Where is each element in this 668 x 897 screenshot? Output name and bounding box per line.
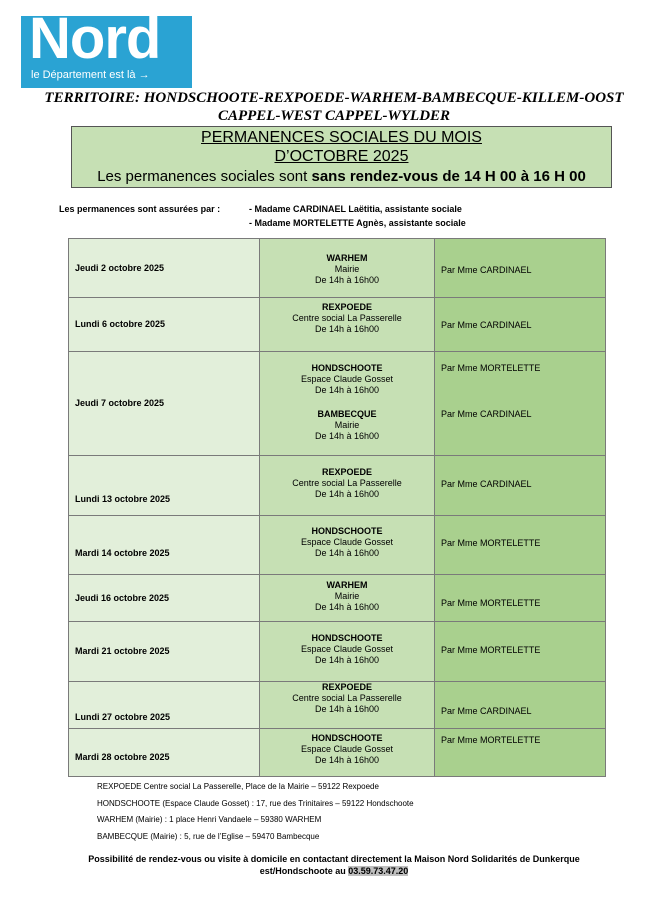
lieu-horaire: De 14h à 16h00	[314, 489, 380, 499]
row-lieu	[260, 516, 435, 575]
par-name: Par Mme MORTELETTE	[441, 598, 541, 608]
table-row	[69, 682, 606, 729]
row-par	[435, 352, 606, 456]
lieu-horaire: De 14h à 16h00	[314, 655, 380, 665]
par-name: Par Mme MORTELETTE	[441, 645, 541, 655]
date-text: Mardi 28 octobre 2025	[75, 752, 170, 762]
assurees-name: MORTELETTE	[293, 218, 355, 228]
table-row	[69, 575, 606, 622]
row-date	[69, 516, 260, 575]
assurees-label: Les permanences sont assurées par :	[59, 204, 221, 214]
lieu-salle: Espace Claude Gosset	[300, 537, 394, 547]
assurees-prefix: - Madame	[249, 204, 294, 214]
row-date: Mardi 21 octobre 2025	[69, 622, 260, 682]
banner-sub-prefix: Les permanences sociales sont	[97, 168, 312, 185]
assurees-prefix: - Madame	[249, 218, 294, 228]
lieu-name: BAMBECQUE	[317, 409, 377, 419]
lieu-name: REXPOEDE	[321, 682, 372, 692]
assurees-suffix: Laëtitia, assistante sociale	[345, 204, 462, 214]
footer-line-1: Possibilité de rendez-vous ou visite à domicile en contactant directement la Maison Nord Solidarités de Dunkerque	[88, 854, 580, 864]
assurees-name: CARDINAEL	[293, 204, 346, 214]
footer-line-2-text: est/Hondschoote au	[259, 866, 349, 876]
row-date	[69, 456, 260, 516]
par-name: Par Mme CARDINAEL	[441, 479, 532, 489]
row-par	[435, 456, 606, 516]
permanences-table	[68, 238, 606, 777]
par-name: Par Mme MORTELETTE	[441, 735, 541, 745]
phone-number: 03.59.73.47.20	[348, 866, 409, 876]
row-par	[435, 622, 606, 682]
lieu-horaire: De 14h à 16h00	[314, 324, 380, 334]
lieu-name: REXPOEDE	[321, 467, 372, 477]
row-lieu	[260, 682, 435, 729]
row-par	[435, 298, 606, 352]
lieu-name: REXPOEDE	[321, 302, 372, 312]
row-lieu	[260, 729, 435, 777]
adresse-warhem: WARHEM (Mairie) : 1 place Henri Vandaele – 59380 WARHEM	[97, 815, 322, 824]
row-par	[435, 516, 606, 575]
banner-subtitle	[72, 169, 611, 184]
lieu-salle: Mairie	[334, 420, 360, 430]
row-date: Jeudi 16 octobre 2025	[69, 575, 260, 622]
lieu-salle: Espace Claude Gosset	[300, 374, 394, 384]
table-row	[69, 729, 606, 777]
row-date: Jeudi 7 octobre 2025	[69, 352, 260, 456]
territoire-line-2: CAPPEL-WEST CAPPEL-WYLDER	[217, 108, 451, 124]
table-row	[69, 298, 606, 352]
lieu-salle: Espace Claude Gosset	[300, 744, 394, 754]
logo-tagline: le Département est là →	[31, 69, 150, 81]
lieu-name: HONDSCHOOTE	[311, 633, 383, 643]
lieu-name: HONDSCHOOTE	[311, 733, 383, 743]
lieu-name: HONDSCHOOTE	[311, 526, 383, 536]
row-par	[435, 729, 606, 777]
par-name: Par Mme CARDINAEL	[441, 409, 532, 419]
lieu-name: WARHEM	[326, 580, 368, 590]
banner-title-1: PERMANENCES SOCIALES DU MOIS	[201, 129, 482, 146]
lieu-horaire: De 14h à 16h00	[314, 431, 380, 441]
table-row	[69, 456, 606, 516]
logo-word: Nord	[29, 6, 161, 71]
row-lieu	[260, 298, 435, 352]
lieu-salle: Centre social La Passerelle	[292, 313, 402, 323]
assurees-suffix: Agnès, assistante sociale	[354, 218, 466, 228]
row-lieu	[260, 239, 435, 298]
row-par	[435, 575, 606, 622]
lieu-name: HONDSCHOOTE	[311, 363, 383, 373]
nord-logo	[21, 6, 192, 88]
row-lieu	[260, 622, 435, 682]
adresse-hondschoote: HONDSCHOOTE (Espace Claude Gosset) : 17, rue des Trinitaires – 59122 Hondschoote	[97, 799, 414, 808]
adresse-rexpoede: REXPOEDE Centre social La Passerelle, Place de la Mairie – 59122 Rexpoede	[97, 782, 379, 791]
territoire-line-1: TERRITOIRE: HONDSCHOOTE-REXPOEDE-WARHEM-BAMBECQUE-KILLEM-OOST	[44, 90, 624, 106]
table-row	[69, 516, 606, 575]
banner-title-2: D’OCTOBRE 2025	[274, 148, 409, 165]
lieu-name: WARHEM	[326, 253, 368, 263]
par-name: Par Mme MORTELETTE	[441, 538, 541, 548]
lieu-horaire: De 14h à 16h00	[314, 385, 380, 395]
lieu-salle: Mairie	[334, 591, 360, 601]
banner-sub-bold: sans rendez-vous de 14 H 00 à 16 H 00	[311, 168, 586, 185]
footer-line-2	[0, 865, 668, 877]
lieu-horaire: De 14h à 16h00	[314, 602, 380, 612]
date-text: Mardi 14 octobre 2025	[75, 548, 170, 558]
par-name: Par Mme CARDINAEL	[441, 265, 532, 275]
row-date: Jeudi 2 octobre 2025	[69, 239, 260, 298]
date-text: Lundi 27 octobre 2025	[75, 711, 171, 722]
lieu-horaire: De 14h à 16h00	[314, 548, 380, 558]
lieu-salle: Espace Claude Gosset	[300, 644, 394, 654]
table-row	[69, 239, 606, 298]
row-lieu	[260, 575, 435, 622]
table-row	[69, 352, 606, 456]
title-banner	[71, 126, 612, 188]
par-name: Par Mme MORTELETTE	[441, 363, 541, 373]
row-date	[69, 682, 260, 729]
par-name: Par Mme CARDINAEL	[441, 706, 532, 716]
row-date: Lundi 6 octobre 2025	[69, 298, 260, 352]
row-par	[435, 682, 606, 729]
lieu-horaire: De 14h à 16h00	[314, 755, 380, 765]
lieu-horaire: De 14h à 16h00	[314, 275, 380, 285]
row-date	[69, 729, 260, 777]
assurees-line-1	[249, 205, 462, 214]
table-row	[69, 622, 606, 682]
par-name: Par Mme CARDINAEL	[441, 320, 532, 330]
date-text: Lundi 13 octobre 2025	[75, 494, 171, 504]
lieu-horaire: De 14h à 16h00	[314, 704, 380, 714]
row-lieu	[260, 352, 435, 456]
row-par	[435, 239, 606, 298]
row-lieu	[260, 456, 435, 516]
lieu-salle: Mairie	[334, 264, 360, 274]
adresse-bambecque: BAMBECQUE (Mairie) : 5, rue de l’Eglise – 59470 Bambecque	[97, 832, 320, 841]
lieu-salle: Centre social La Passerelle	[292, 693, 402, 703]
assurees-line-2	[249, 219, 466, 228]
lieu-salle: Centre social La Passerelle	[292, 478, 402, 488]
